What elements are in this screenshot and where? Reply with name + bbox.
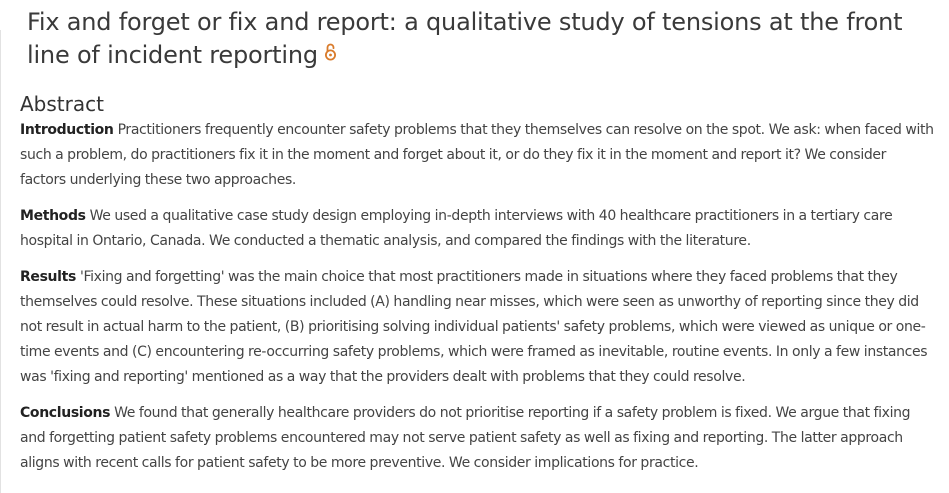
section-text-methods: We used a qualitative case study design employing in-depth interviews with 40 healthcare practitioners in a tertiary care hospital in Ontario, Canada. We conducted a thematic analysis, and compared the findings with the literature.: [20, 208, 893, 249]
section-text-conclusions: We found that generally healthcare providers do not prioritise reporting if a safety problem is fixed. We argue that fixing and forgetting patient safety problems encountered may not serve patient safety as well as fixing and reporting. The latter approach aligns with recent calls for patient safety to be more preventive. We consider implications for practice.: [20, 405, 911, 471]
abstract-section-results: [20, 265, 935, 390]
abstract: [20, 90, 935, 487]
abstract-section-conclusions: [20, 401, 935, 476]
section-label-methods: Methods: [20, 208, 86, 224]
abstract-heading: Abstract: [20, 92, 104, 116]
section-text-introduction: Practitioners frequently encounter safety problems that they themselves can resolve on the spot. We ask: when faced with such a problem, do practitioners fix it in the moment and forget about it, or do they fix it in the moment and report it? We consider factors underlying these two approaches.: [20, 122, 934, 188]
section-label-results: Results: [20, 269, 76, 285]
abstract-section-methods: [20, 204, 935, 254]
section-label-introduction: Introduction: [20, 122, 114, 138]
article-title-text: Fix and forget or fix and report: a qualitative study of tensions at the front line of incident reporting: [27, 8, 903, 69]
article-title: [27, 6, 927, 73]
section-label-conclusions: Conclusions: [20, 405, 111, 421]
abstract-section-introduction: [20, 118, 935, 193]
open-access-lock-icon: [324, 37, 337, 70]
section-text-results: 'Fixing and forgetting' was the main choice that most practitioners made in situations where they faced problems that they themselves could resolve. These situations included (A) handling near misses, which were seen as unworthy of reporting since they did not result in actual harm to the patient, (B) prioritising solving individual patients' safety problems, which were viewed as unique or one-time events and (C) encountering re-occurring safety problems, which were framed as inevitable, routine events. In only a few instances was 'fixing and reporting' mentioned as a way that the providers dealt with problems that they could resolve.: [20, 269, 928, 385]
left-border-rule: [0, 30, 1, 493]
